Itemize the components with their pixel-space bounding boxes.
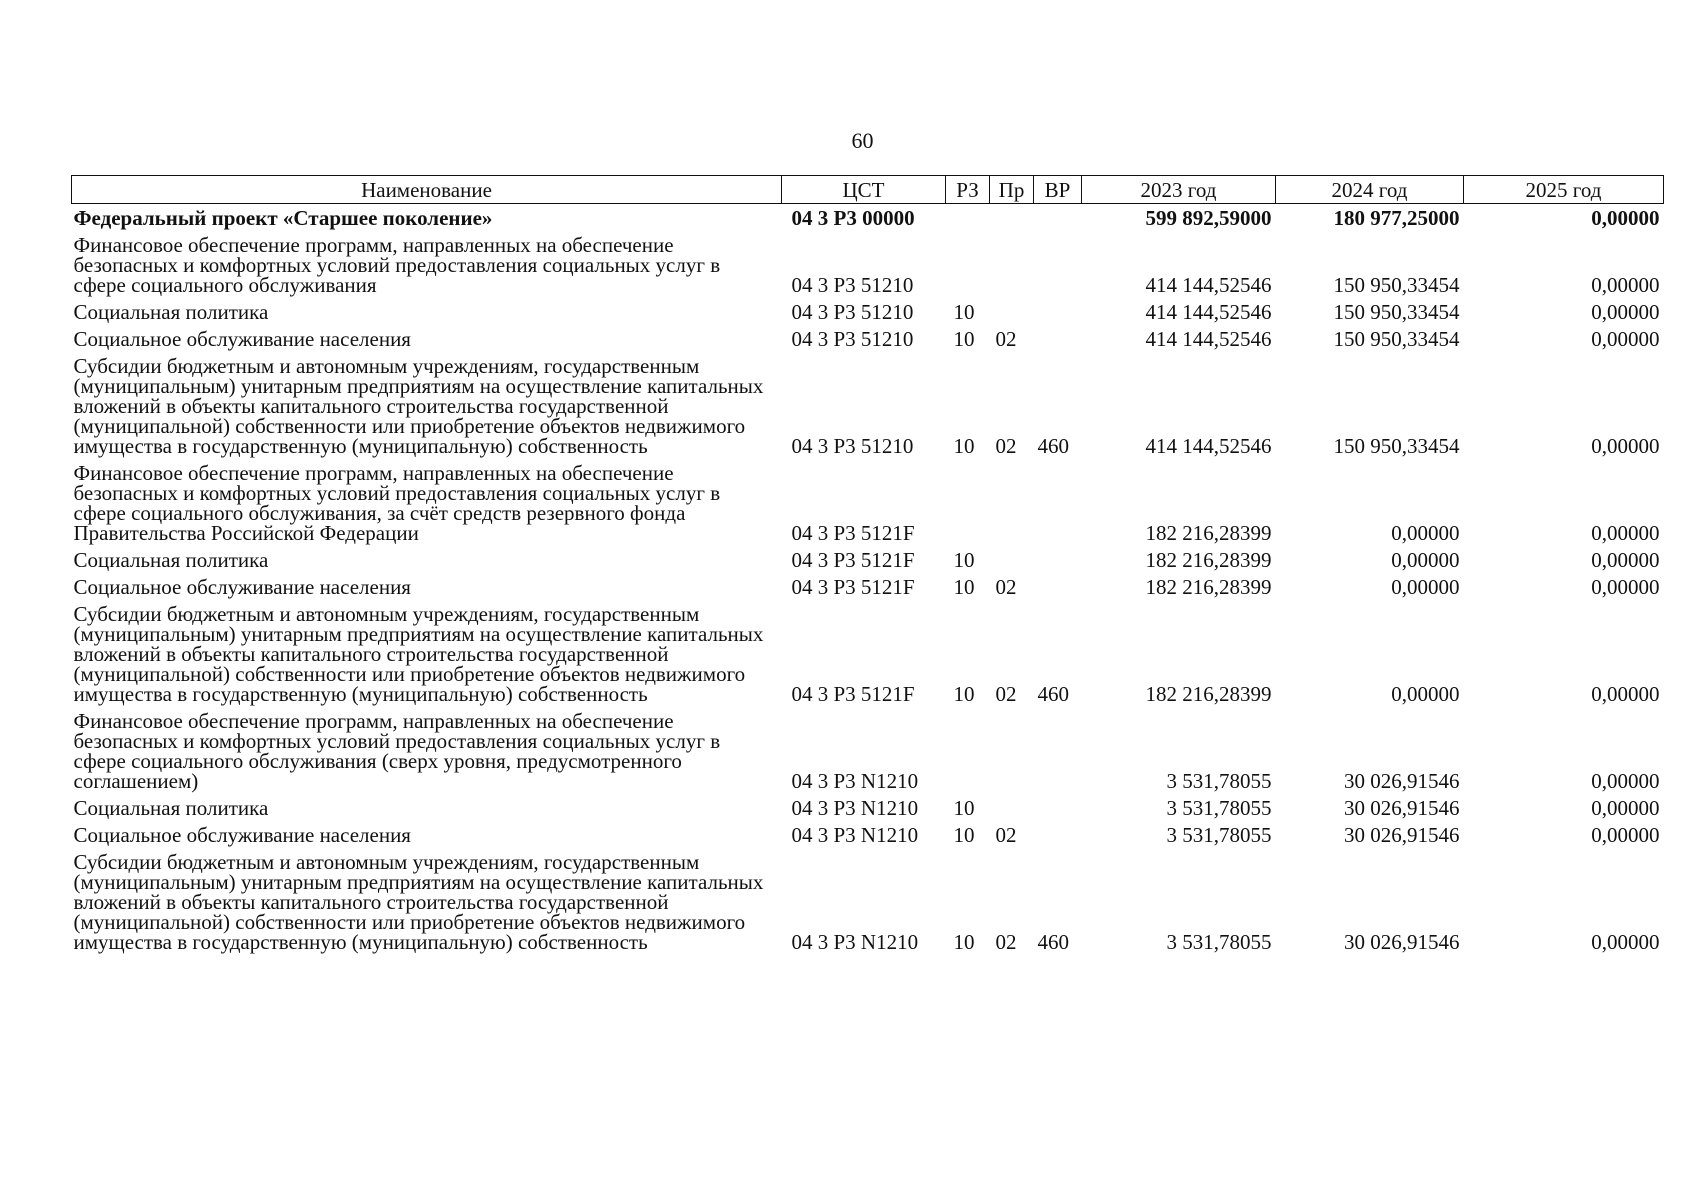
- table-row: [72, 204, 1664, 232]
- cell-rz: 10: [953, 327, 975, 351]
- cell-cst: 04 3 P3 5121F: [791, 575, 915, 599]
- cell-cst: 04 3 P3 5121F: [791, 548, 915, 572]
- cell-2023: 182 216,28399: [1145, 548, 1272, 572]
- cell-2023: 414 144,52546: [1145, 300, 1272, 324]
- table-row: [72, 707, 1664, 794]
- header-cst: ЦСТ: [782, 176, 946, 204]
- cell-vr: 460: [1037, 434, 1069, 458]
- cell-pr: 02: [995, 823, 1017, 847]
- cell-cst: 04 3 P3 51210: [791, 434, 914, 458]
- cell-pr: 02: [995, 327, 1017, 351]
- cell-2025: 0,00000: [1591, 823, 1660, 847]
- cell-2023: 3 531,78055: [1166, 823, 1272, 847]
- cell-vr: [1034, 231, 1082, 298]
- cell-cst: 04 3 P3 5121F: [791, 521, 915, 545]
- cell-2025: 0,00000: [1591, 930, 1660, 954]
- cell-rz: [946, 459, 990, 546]
- cell-rz: 10: [953, 823, 975, 847]
- cell-2023: 3 531,78055: [1166, 769, 1272, 793]
- cell-vr: 460: [1037, 682, 1069, 706]
- cell-2024: 150 950,33454: [1333, 273, 1460, 297]
- cell-pr: 02: [995, 434, 1017, 458]
- cell-vr: 460: [1037, 930, 1069, 954]
- header-row: [72, 176, 1664, 204]
- cell-vr: [1034, 794, 1082, 821]
- cell-2024: 150 950,33454: [1333, 300, 1460, 324]
- header-vr: ВР: [1034, 176, 1082, 204]
- cell-2024: 30 026,91546: [1344, 769, 1460, 793]
- header-2025: 2025 год: [1464, 176, 1664, 204]
- cell-2025: 0,00000: [1591, 521, 1660, 545]
- table-row: [72, 573, 1664, 600]
- cell-name: Финансовое обеспечение программ, направленных на обеспечение безопасных и комфортных условий предоставления социальных услуг в сфере социального обслуживания: [73, 233, 721, 297]
- cell-cst: 04 3 P3 N1210: [791, 796, 919, 820]
- cell-2025: 0,00000: [1591, 769, 1660, 793]
- table-row: [72, 794, 1664, 821]
- cell-name: Социальное обслуживание населения: [73, 575, 411, 599]
- cell-rz: 10: [953, 796, 975, 820]
- cell-2025: 0,00000: [1591, 682, 1660, 706]
- cell-2023: 599 892,59000: [1145, 206, 1272, 230]
- cell-cst: 04 3 P3 00000: [791, 206, 915, 230]
- cell-name: Субсидии бюджетным и автономным учреждениям, государственным (муниципальным) унитарным предприятиям на осуществление капитальных вложений в объекты капитального строительства государственной (муниципальной) собственности или приобретение объектов недвижимого имущества в государственную (муниципальную) собственность: [73, 602, 764, 706]
- cell-name: Федеральный проект «Старшее поколение»: [73, 206, 493, 230]
- cell-2023: 414 144,52546: [1145, 327, 1272, 351]
- cell-vr: [1034, 821, 1082, 848]
- cell-2023: 3 531,78055: [1166, 796, 1272, 820]
- cell-2025: 0,00000: [1591, 796, 1660, 820]
- cell-vr: [1034, 459, 1082, 546]
- header-rz: РЗ: [946, 176, 990, 204]
- cell-cst: 04 3 P3 51210: [791, 327, 914, 351]
- cell-2023: 182 216,28399: [1145, 521, 1272, 545]
- table-body: [72, 204, 1664, 956]
- cell-name: Социальное обслуживание населения: [73, 327, 411, 351]
- cell-2024: 180 977,25000: [1333, 206, 1460, 230]
- cell-pr: [990, 298, 1034, 325]
- table-header: [72, 176, 1664, 204]
- cell-pr: 02: [995, 575, 1017, 599]
- cell-vr: [1034, 204, 1082, 232]
- table-row: [72, 821, 1664, 848]
- cell-rz: [946, 707, 990, 794]
- budget-table: [71, 175, 1664, 955]
- cell-2024: 150 950,33454: [1333, 327, 1460, 351]
- cell-2023: 414 144,52546: [1145, 273, 1272, 297]
- table-row: [72, 298, 1664, 325]
- cell-2025: 0,00000: [1591, 206, 1660, 230]
- cell-pr: [990, 546, 1034, 573]
- cell-pr: 02: [995, 682, 1017, 706]
- table-row: [72, 459, 1664, 546]
- cell-rz: 10: [953, 434, 975, 458]
- cell-rz: 10: [953, 575, 975, 599]
- header-2024: 2024 год: [1276, 176, 1464, 204]
- cell-vr: [1034, 707, 1082, 794]
- cell-name: Социальная политика: [73, 796, 269, 820]
- cell-2025: 0,00000: [1591, 434, 1660, 458]
- cell-name: Социальная политика: [73, 548, 269, 572]
- cell-2025: 0,00000: [1591, 575, 1660, 599]
- cell-2024: 30 026,91546: [1344, 930, 1460, 954]
- cell-2025: 0,00000: [1591, 273, 1660, 297]
- cell-name: Финансовое обеспечение программ, направленных на обеспечение безопасных и комфортных условий предоставления социальных услуг в сфере социального обслуживания, за счёт средств резервного фонда Правительства Российской Федерации: [73, 461, 721, 545]
- cell-name: Социальное обслуживание населения: [73, 823, 411, 847]
- cell-vr: [1034, 546, 1082, 573]
- cell-2024: 30 026,91546: [1344, 796, 1460, 820]
- cell-cst: 04 3 P3 51210: [791, 273, 914, 297]
- cell-cst: 04 3 P3 N1210: [791, 930, 919, 954]
- cell-rz: [946, 231, 990, 298]
- page-number: 60: [851, 128, 874, 153]
- cell-cst: 04 3 P3 5121F: [791, 682, 915, 706]
- cell-2023: 414 144,52546: [1145, 434, 1272, 458]
- cell-cst: 04 3 P3 N1210: [791, 769, 919, 793]
- cell-rz: 10: [953, 300, 975, 324]
- header-pr: Пр: [990, 176, 1034, 204]
- cell-2024: 30 026,91546: [1344, 823, 1460, 847]
- cell-2025: 0,00000: [1591, 327, 1660, 351]
- cell-2024: 0,00000: [1391, 575, 1460, 599]
- cell-2024: 0,00000: [1391, 521, 1460, 545]
- cell-pr: [990, 459, 1034, 546]
- cell-cst: 04 3 P3 N1210: [791, 823, 919, 847]
- cell-rz: 10: [953, 548, 975, 572]
- table-row: [72, 352, 1664, 459]
- cell-pr: 02: [995, 930, 1017, 954]
- cell-2024: 0,00000: [1391, 548, 1460, 572]
- cell-name: Социальная политика: [73, 300, 269, 324]
- cell-name: Финансовое обеспечение программ, направленных на обеспечение безопасных и комфортных условий предоставления социальных услуг в сфере социального обслуживания (сверх уровня, предусмотренного соглашением): [73, 709, 721, 793]
- cell-name: Субсидии бюджетным и автономным учреждениям, государственным (муниципальным) унитарным предприятиям на осуществление капитальных вложений в объекты капитального строительства государственной (муниципальной) собственности или приобретение объектов недвижимого имущества в государственную (муниципальную) собственность: [73, 354, 764, 458]
- cell-2024: 150 950,33454: [1333, 434, 1460, 458]
- table-row: [72, 325, 1664, 352]
- cell-vr: [1034, 298, 1082, 325]
- budget-table-container: [71, 175, 1663, 955]
- table-row: [72, 231, 1664, 298]
- cell-pr: [990, 204, 1034, 232]
- cell-rz: 10: [953, 682, 975, 706]
- header-2023: 2023 год: [1082, 176, 1276, 204]
- cell-2025: 0,00000: [1591, 300, 1660, 324]
- cell-2024: 0,00000: [1391, 682, 1460, 706]
- cell-vr: [1034, 573, 1082, 600]
- cell-pr: [990, 231, 1034, 298]
- cell-2023: 182 216,28399: [1145, 575, 1272, 599]
- cell-cst: 04 3 P3 51210: [791, 300, 914, 324]
- table-row: [72, 600, 1664, 707]
- cell-vr: [1034, 325, 1082, 352]
- header-name: Наименование: [72, 176, 782, 204]
- table-row: [72, 848, 1664, 955]
- cell-rz: 10: [953, 930, 975, 954]
- cell-name: Субсидии бюджетным и автономным учреждениям, государственным (муниципальным) унитарным предприятиям на осуществление капитальных вложений в объекты капитального строительства государственной (муниципальной) собственности или приобретение объектов недвижимого имущества в государственную (муниципальную) собственность: [73, 850, 764, 954]
- table-row: [72, 546, 1664, 573]
- cell-pr: [990, 794, 1034, 821]
- cell-2023: 3 531,78055: [1166, 930, 1272, 954]
- cell-2025: 0,00000: [1591, 548, 1660, 572]
- cell-rz: [946, 204, 990, 232]
- cell-pr: [990, 707, 1034, 794]
- cell-2023: 182 216,28399: [1145, 682, 1272, 706]
